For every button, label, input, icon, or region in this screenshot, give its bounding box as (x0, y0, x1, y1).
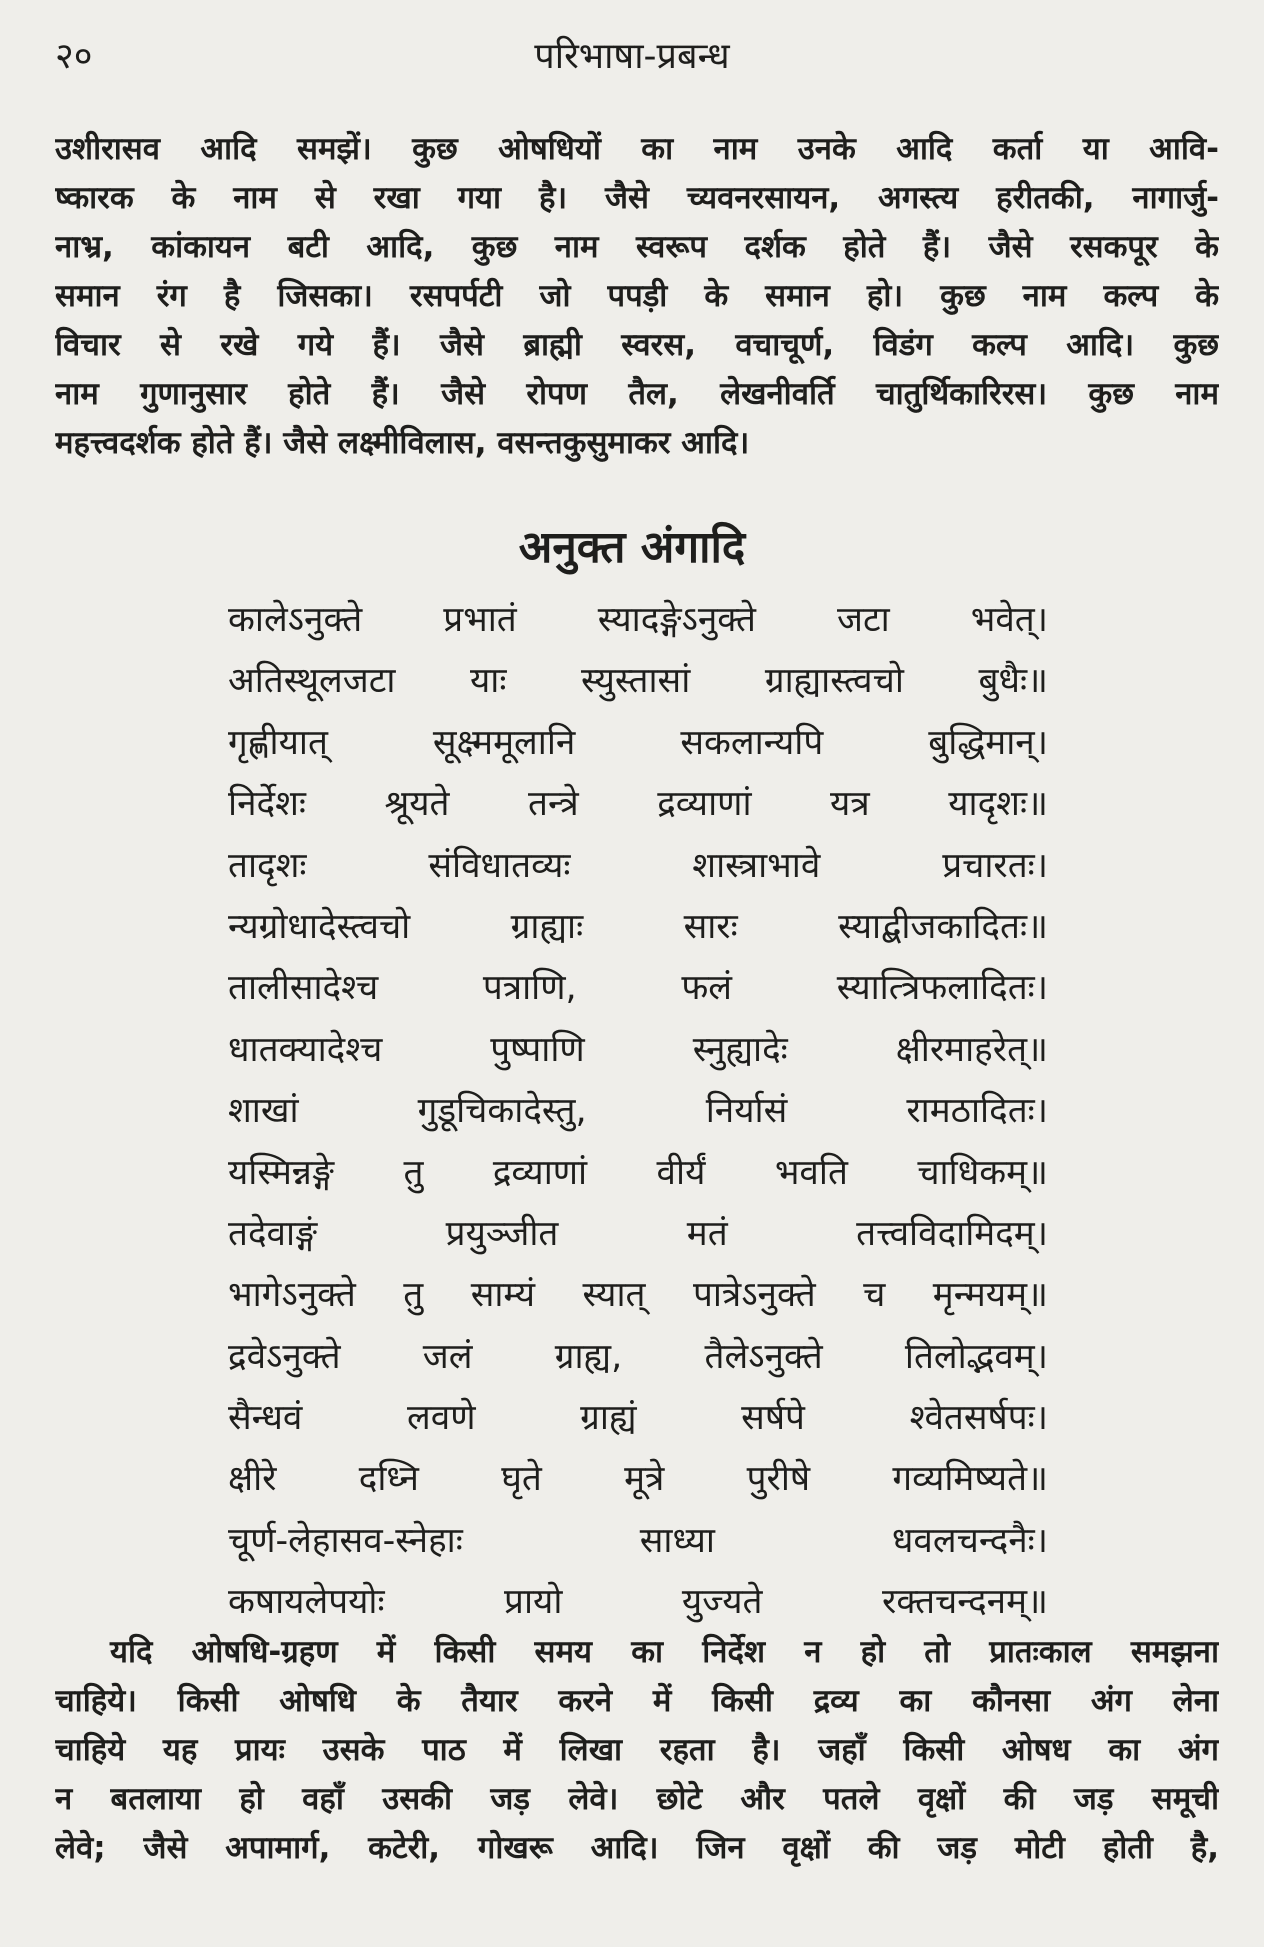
verse-line: गृह्णीयात् सूक्ष्ममूलानि सकलान्यपि बुद्धिमान्। (228, 722, 1048, 763)
intro-line: उशीरासव आदि समझें। कुछ ओषधियों का नाम उनके आदि कर्ता या आवि- (55, 131, 1219, 167)
verse-line: तदेवाङ्गं प्रयुञ्जीत मतं तत्त्वविदामिदम्। (228, 1213, 1048, 1254)
closing-line: चाहिये। किसी ओषधि के तैयार करने में किसी द्रव्य का कौनसा अंग लेना (55, 1683, 1219, 1719)
intro-line: महत्त्वदर्शक होते हैं। जैसे लक्ष्मीविलास, वसन्तकुसुमाकर आदि। (55, 425, 750, 461)
intro-line: ष्कारक के नाम से रखा गया है। जैसे च्यवनरसायन, अगस्त्य हरीतकी, नागार्जु- (55, 180, 1219, 216)
closing-paragraph (55, 1628, 1219, 1873)
sanskrit-verses (228, 590, 1048, 1634)
intro-line: नाम गुणानुसार होते हैं। जैसे रोपण तैल, लेखनीवर्ति चातुर्थिकारिरस। कुछ नाम (55, 376, 1219, 412)
verse-line: यस्मिन्नङ्गे तु द्रव्याणां वीर्यं भवति चाधिकम्॥ (228, 1152, 1048, 1193)
intro-line: नाभ्र, कांकायन बटी आदि, कुछ नाम स्वरूप दर्शक होते हैं। जैसे रसकपूर के (55, 229, 1219, 265)
intro-paragraph (55, 125, 1219, 468)
intro-line: समान रंग है जिसका। रसपर्पटी जो पपड़ी के समान हो। कुछ नाम कल्प के (55, 278, 1219, 314)
verse-line: शाखां गुडूचिकादेस्तु, निर्यासं रामठादितः। (228, 1091, 1048, 1132)
closing-line: लेवे; जैसे अपामार्ग, कटेरी, गोखरू आदि। जिन वृक्षों की जड़ मोटी होती है, (55, 1830, 1219, 1866)
verse-line: द्रवेऽनुक्ते जलं ग्राह्य, तैलेऽनुक्ते तिलोद्भवम्। (228, 1336, 1048, 1377)
verse-line: कालेऽनुक्ते प्रभातं स्यादङ्गेऽनुक्ते जटा भवेत्। (228, 600, 1048, 640)
verse-line: निर्देशः श्रूयते तन्त्रे द्रव्याणां यत्र यादृशः॥ (228, 784, 1048, 825)
running-title: परिभाषा-प्रबन्ध (534, 36, 730, 77)
verse-line: सैन्धवं लवणे ग्राह्यं सर्षपे श्वेतसर्षपः। (228, 1398, 1048, 1439)
verse-line: अतिस्थूलजटा याः स्युस्तासां ग्राह्यास्त्वचो बुधैः॥ (228, 661, 1048, 702)
verse-line: क्षीरे दध्नि घृते मूत्रे पुरीषे गव्यमिष्यते॥ (228, 1459, 1048, 1500)
verse-line: कषायलेपयोः प्रायो युज्यते रक्तचन्दनम्॥ (228, 1582, 1048, 1623)
page-header (55, 32, 1209, 82)
verse-line: तादृशः संविधातव्यः शास्त्राभावे प्रचारतः। (228, 845, 1048, 886)
verse-line: चूर्ण-लेहासव-स्नेहाः साध्या धवलचन्दनैः। (228, 1520, 1048, 1561)
verse-line: भागेऽनुक्ते तु साम्यं स्यात् पात्रेऽनुक्ते च मृन्मयम्॥ (228, 1275, 1048, 1316)
closing-line: न बतलाया हो वहाँ उसकी जड़ लेवे। छोटे और पतले वृक्षों की जड़ समूची (55, 1781, 1219, 1817)
page-number: २० (55, 36, 93, 77)
verse-line: धातक्यादेश्च पुष्पाणि स्नुह्यादेः क्षीरमाहरेत्॥ (228, 1029, 1048, 1070)
closing-line: यदि ओषधि-ग्रहण में किसी समय का निर्देश न हो तो प्रातःकाल समझना (110, 1634, 1219, 1670)
intro-line: विचार से रखे गये हैं। जैसे ब्राह्मी स्वरस, वचाचूर्ण, विडंग कल्प आदि। कुछ (55, 327, 1219, 363)
closing-line: चाहिये यह प्रायः उसके पाठ में लिखा रहता है। जहाँ किसी ओषध का अंग (55, 1732, 1219, 1768)
verse-line: न्यग्रोधादेस्त्वचो ग्राह्याः सारः स्याद्बीजकादितः॥ (228, 906, 1048, 947)
section-heading: अनुक्त अंगादि (518, 522, 746, 573)
verse-line: तालीसादेश्च पत्राणि, फलं स्यात्त्रिफलादितः। (228, 968, 1048, 1009)
